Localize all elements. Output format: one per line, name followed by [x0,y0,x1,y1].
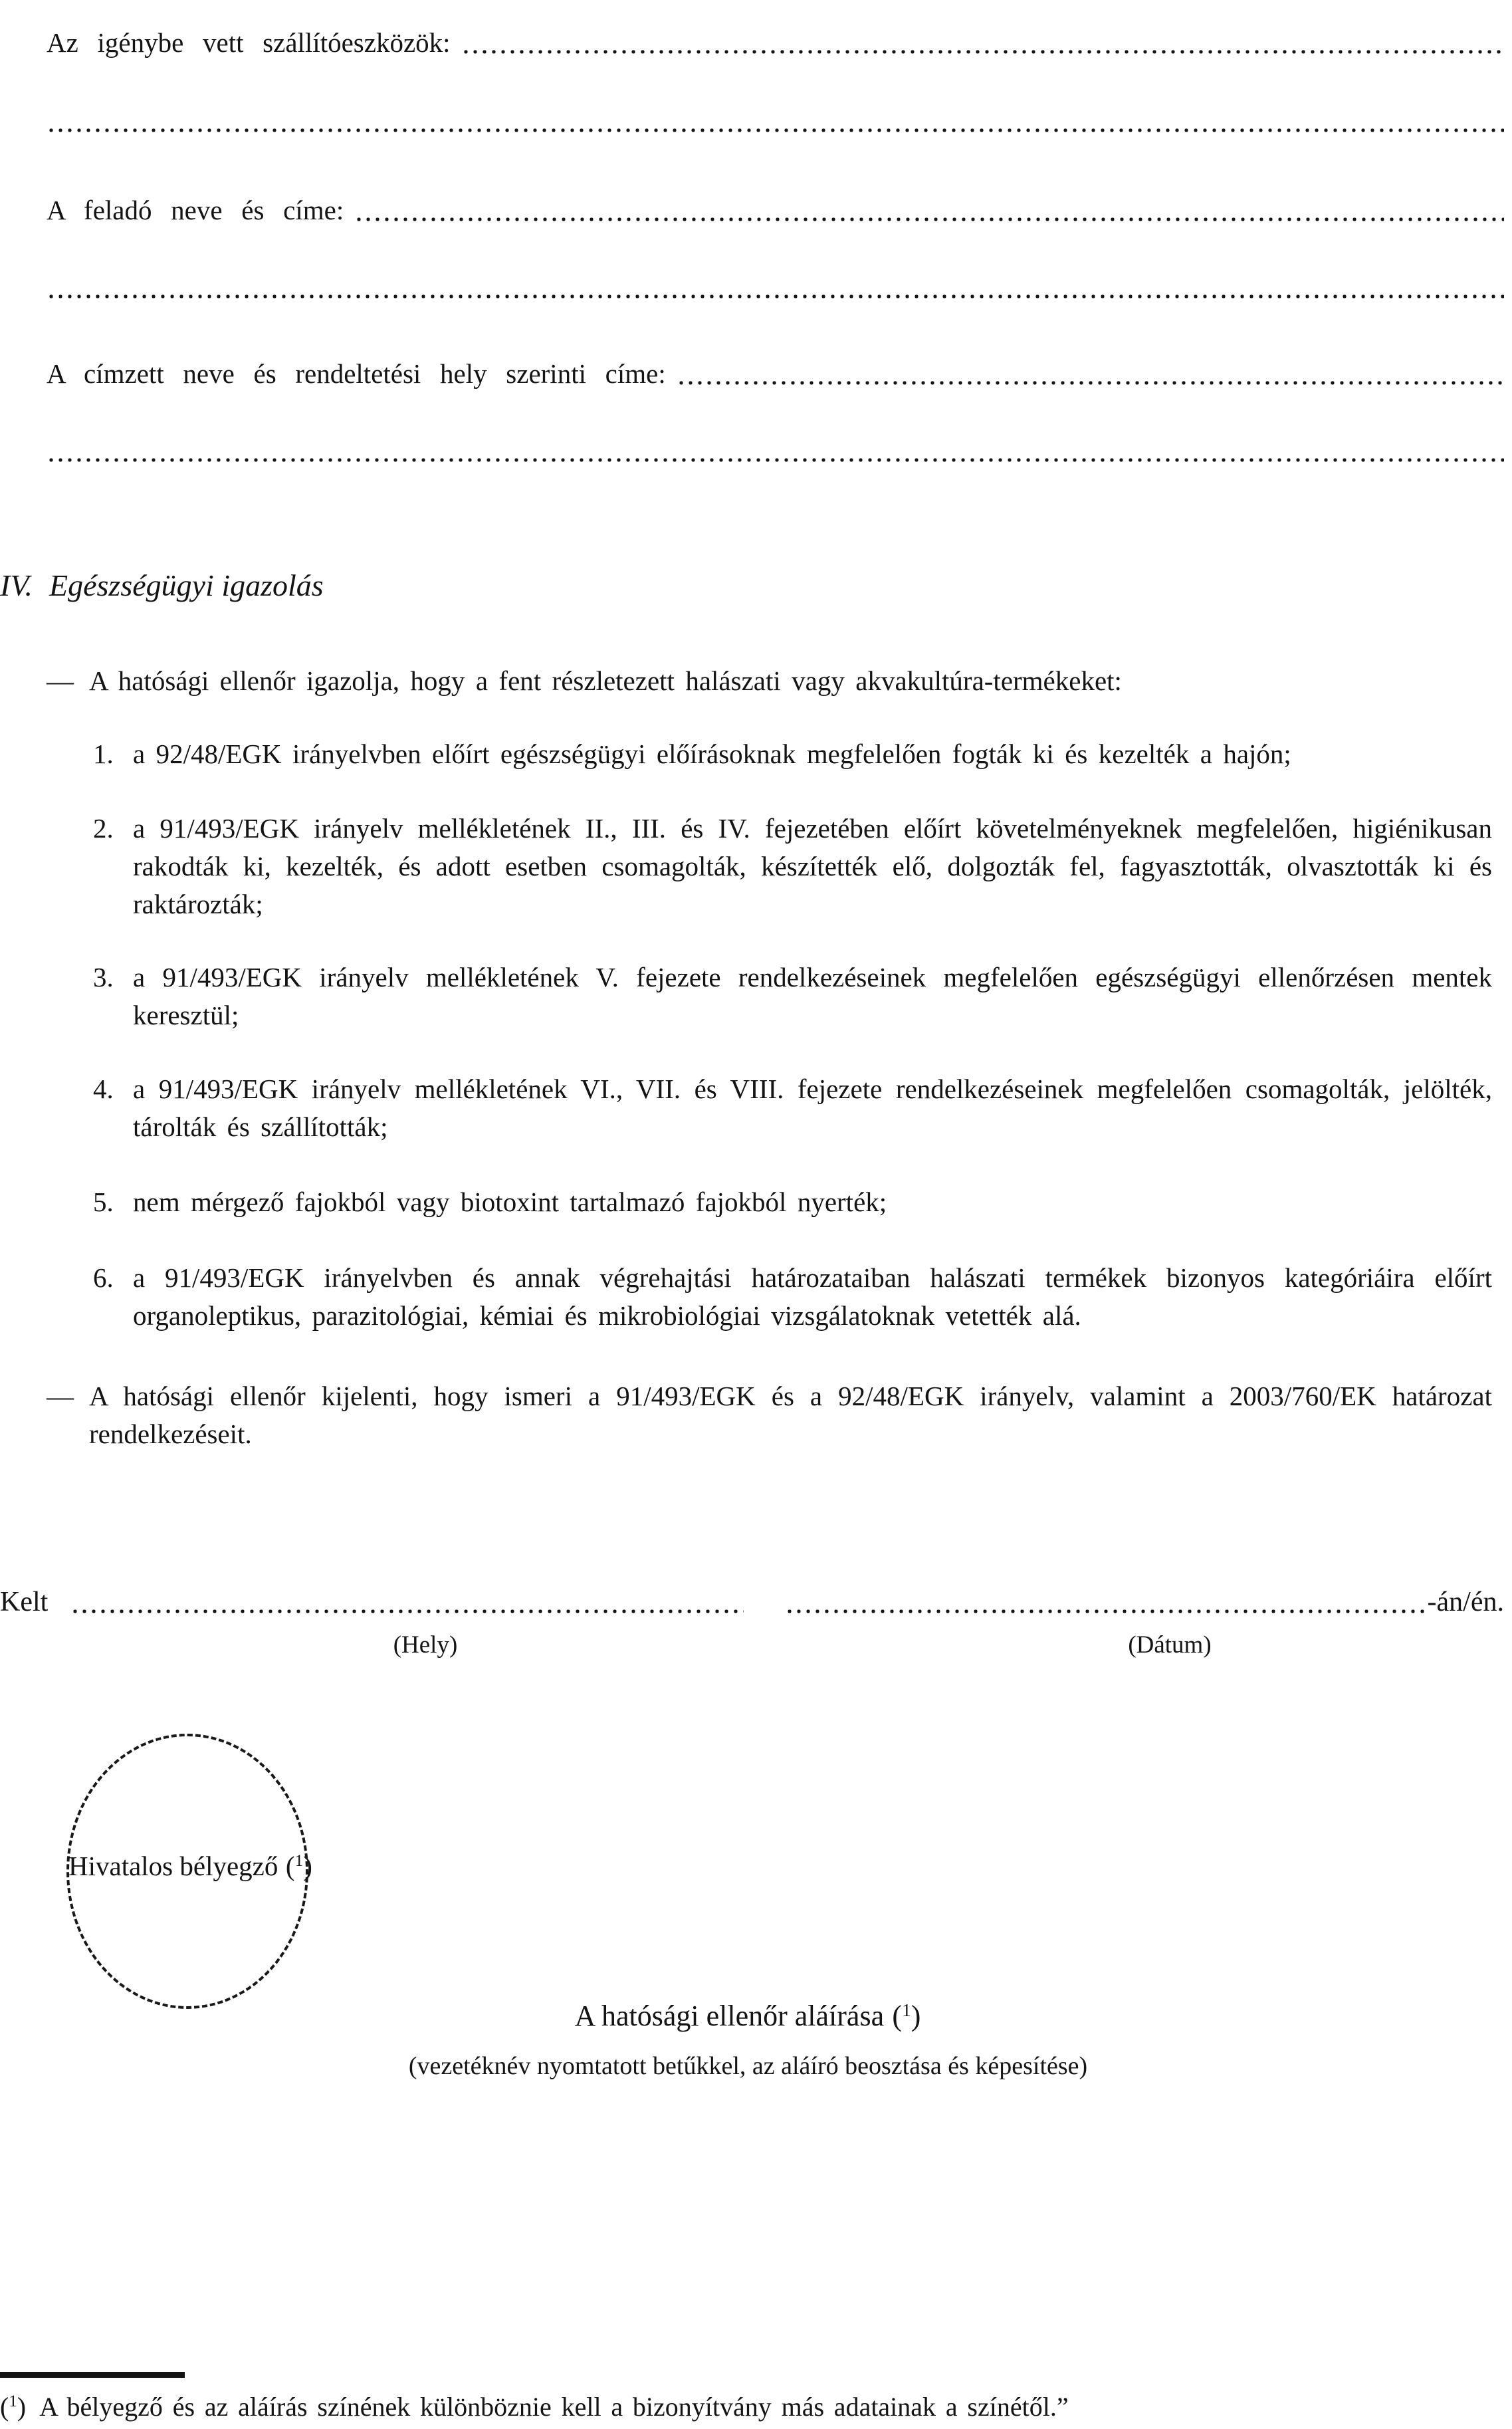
ref-close: ) [303,1851,312,1881]
signature-line [379,1997,1117,2035]
inspector-declaration [47,1377,1492,1453]
item-text: a 91/493/EGK irányelv mellékletének VI., VII. és VIII. fejezete rendelkezéseinek megfelelően csomagolták, jelölték, tárolták és szállították; [133,1074,1492,1142]
footnote-marker [0,2389,26,2425]
item-number: 1. [93,739,114,769]
date-place-line [0,1583,1504,1621]
list-item [93,1259,1492,1335]
form-field-transport [47,24,1504,62]
list-item [93,959,1492,1034]
signature-label: A hatósági ellenőr aláírása [574,2000,885,2032]
place-fill-line [70,1607,744,1615]
footnote-ref [892,2000,920,2032]
field-label: A feladó neve és címe: [47,195,344,225]
ref-open: ( [892,2000,903,2032]
ref-close: ) [911,2000,921,2032]
section-number: IV. [0,568,33,602]
footnote-rule [0,2372,185,2378]
place-caption: (Hely) [393,1631,458,1659]
declaration-text: A hatósági ellenőr kijelenti, hogy ismeri a 91/493/EGK és a 92/48/EGK irányelv, valamint a 2003/760/EK határozat rendelkezéseit. [89,1381,1492,1449]
dash-marker: — [47,665,74,696]
item-text: nem mérgező fajokból vagy biotoxint tartalmazó fajokból nyerték; [133,1187,887,1217]
item-number: 6. [93,1262,114,1293]
item-text: a 91/493/EGK irányelvben és annak végrehajtási határozataiban halászati termékek bizonyos kategóriáira előírt organoleptikus, parazitológiai, kémiai és mikrobiológiai vizsgálatoknak vetették alá. [133,1262,1492,1331]
list-item [93,735,1492,773]
item-number: 3. [93,962,114,992]
date-prefix: Kelt [0,1587,49,1617]
date-fill-line [785,1607,1426,1615]
stamp-label-text: Hivatalos bélyegző [68,1851,278,1881]
field-label: A címzett neve és rendeltetési hely szerinti címe: [47,358,666,389]
official-stamp-label [68,1847,312,1885]
ref-digit: 1 [902,2000,911,2020]
item-number: 5. [93,1187,114,1217]
list-item [93,810,1492,923]
footnote-ref [286,1851,312,1881]
ref-digit: 1 [294,1851,304,1870]
dotted-line [47,456,1504,464]
dotted-fill-line [677,379,1504,387]
date-suffix: -án/én. [1427,1587,1504,1617]
ref-open: ( [285,1851,295,1881]
section-heading [0,566,324,604]
intro-text: A hatósági ellenőr igazolja, hogy a fent részletezett halászati vagy akvakultúra-termékeket: [89,665,1122,696]
item-text: a 91/493/EGK irányelv mellékletének II., III. és IV. fejezetében előírt követelményeknek megfelelően, higiénikusan rakodták ki, kezelték, és adott esetben csomagolták, készítették elő, dolgozták fel, fagyasztották, olvasztották ki és raktározták; [133,813,1492,919]
item-text: a 91/493/EGK irányelv mellékletének V. fejezete rendelkezéseinek megfelelően egészségügyi ellenőrzésen mentek keresztül; [133,962,1492,1030]
section-title: Egészségügyi igazolás [49,568,324,602]
dotted-fill-line [354,215,1504,223]
field-label: Az igénybe vett szállítóeszközök: [47,27,451,58]
item-text: a 92/48/EGK irányelvben előírt egészségügyi előírásoknak megfelelően fogták ki és kezelték a hajón; [133,739,1291,769]
form-field-consignee [47,355,1504,393]
list-item [93,1183,1492,1221]
ref-open: ( [0,2392,9,2422]
dash-marker: — [47,1381,74,1411]
footnote [0,2389,1492,2425]
footnote-text: A bélyegző és az aláírás színének különböznie kell a bizonyítvány más adatainak a színétől.” [39,2392,1069,2422]
date-caption: (Dátum) [1128,1631,1212,1659]
dotted-line [47,126,1504,134]
form-field-consignor [47,191,1504,229]
item-number: 2. [93,813,114,844]
signature-instructions: (vezetéknév nyomtatott betűkkel, az aláíró beosztása és képesítése) [408,2052,1088,2080]
item-number: 4. [93,1074,114,1104]
ref-digit: 1 [9,2392,17,2410]
certification-intro [47,662,1492,700]
dotted-line [47,292,1504,300]
list-item [93,1070,1492,1146]
dotted-fill-line [461,48,1504,56]
ref-close: ) [17,2392,27,2422]
